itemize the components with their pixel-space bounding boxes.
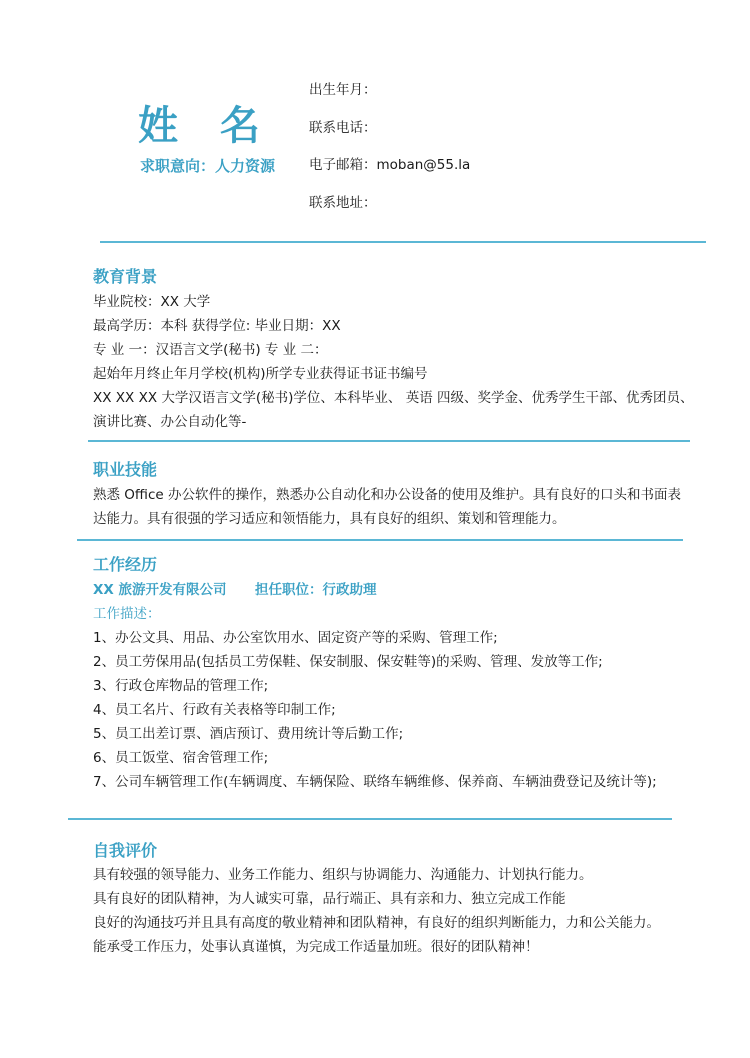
- birth-date: 出生年月：: [309, 82, 377, 98]
- work-item: 7、公司车辆管理工作(车辆调度、车辆保险、联络车辆维修、保养商、车辆油费登记及统计等);: [93, 774, 657, 790]
- work-desc-label: 工作描述：: [93, 606, 161, 622]
- phone: 联系电话：: [309, 120, 377, 136]
- divider-header: [100, 241, 706, 243]
- section-title-skills: 职业技能: [93, 460, 158, 479]
- divider-education: [88, 440, 690, 442]
- work-item: 1、办公文具、用品、办公室饮用水、固定资产等的采购、管理工作;: [93, 630, 498, 646]
- self-eval-line: 良好的沟通技巧并且具有高度的敬业精神和团队精神，有良好的组织判断能力，力和公关能力。: [93, 915, 660, 931]
- address: 联系地址：: [309, 195, 377, 211]
- job-intent: 求职意向：人力资源: [140, 157, 276, 175]
- work-item: 5、员工出差订票、酒店预订、费用统计等后勤工作;: [93, 726, 404, 742]
- work-item: 4、员工名片、行政有关表格等印制工作;: [93, 702, 336, 718]
- skills-line: 达能力。具有很强的学习适应和领悟能力，具有良好的组织、策划和管理能力。: [93, 511, 566, 527]
- skills-line: 熟悉 Office 办公软件的操作，熟悉办公自动化和办公设备的使用及维护。具有良好的口头和书面表: [93, 487, 681, 503]
- section-title-work: 工作经历: [93, 555, 158, 574]
- work-item: 3、行政仓库物品的管理工作;: [93, 678, 269, 694]
- company-name: XX 旅游开发有限公司: [93, 582, 227, 598]
- self-eval-line: 具有良好的团队精神，为人诚实可靠，品行端正、具有亲和力、独立完成工作能: [93, 891, 566, 907]
- education-line: 起始年月终止年月学校(机构)所学专业获得证书证书编号: [93, 366, 428, 382]
- self-eval-line: 具有较强的领导能力、业务工作能力、组织与协调能力、沟通能力、计划执行能力。: [93, 867, 593, 883]
- email: 电子邮箱：moban@55.la: [309, 157, 471, 173]
- education-line: 毕业院校：XX 大学: [93, 294, 211, 310]
- divider-work: [68, 818, 672, 820]
- candidate-name: 姓 名: [138, 103, 274, 149]
- education-line: 最高学历：本科 获得学位: 毕业日期：XX: [93, 318, 341, 334]
- work-item: 6、员工饭堂、宿舍管理工作;: [93, 750, 269, 766]
- education-line: XX XX XX 大学汉语言文学(秘书)学位、本科毕业、 英语 四级、奖学金、优秀学生干部、优秀团员、: [93, 390, 694, 406]
- education-line: 专 业 一：汉语言文学(秘书) 专 业 二：: [93, 342, 328, 358]
- job-position: 担任职位：行政助理: [255, 582, 377, 598]
- self-eval-line: 能承受工作压力，处事认真谨慎，为完成工作适量加班。很好的团队精神！: [93, 939, 539, 955]
- work-item: 2、员工劳保用品(包括员工劳保鞋、保安制服、保安鞋等)的采购、管理、发放等工作;: [93, 654, 603, 670]
- section-title-self-eval: 自我评价: [93, 841, 158, 860]
- divider-skills: [77, 539, 683, 541]
- section-title-education: 教育背景: [93, 267, 158, 286]
- education-line: 演讲比赛、办公自动化等-: [93, 414, 247, 430]
